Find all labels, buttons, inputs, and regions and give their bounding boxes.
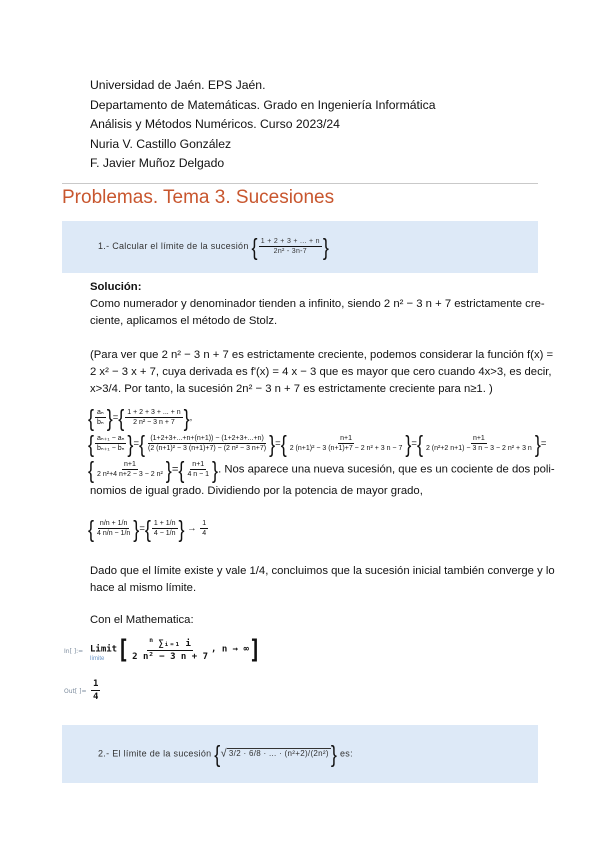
problem-1-label: 1.- Calcular el límite de la sucesión bbox=[98, 240, 249, 251]
eq3-f2-den: 4 n − 1 bbox=[187, 471, 210, 478]
eq3-text: . Nos aparece una nueva sucesión, que es un cociente de dos poli- bbox=[218, 463, 555, 476]
eq1-b: bₙ bbox=[97, 419, 104, 426]
eq3-f1-num: n+1 bbox=[123, 461, 136, 468]
solution-paragraph-5: Con el Mathematica: bbox=[90, 614, 194, 626]
solution-paragraph-2-line-2: 2 x² − 3 x + 7, cuya derivada es f'(x) = 4 x − 3 que es mayor que cero cuando 4x>3, es decir, bbox=[90, 366, 552, 378]
problem-1-statement: 1.- Calcular el límite de la sucesión { $\frac{1 + 2 + 3 + ... + n}{\text{2n² - 3n-7}}$ } bbox=[98, 233, 330, 260]
solution-paragraph-1-line-1: Como numerador y denominador tienden a infinito, siendo 2 n² − 3 n + 7 estrictamente cre- bbox=[90, 298, 545, 310]
mathematica-output-cell bbox=[90, 678, 101, 703]
mathematica-tail: , n → ∞ bbox=[211, 644, 249, 655]
equation-1: { $\frac{\text{aₙ}}{\text{bₙ}}$ }={ $\frac{1 + 2 + 3 + ... + n}{\text{2 n² − 3 n + 7}}$ }, bbox=[88, 404, 193, 431]
eq2-f1-num: (1+2+3+...+n+(n+1)) − (1+2+3+...+n) bbox=[150, 435, 264, 442]
mathematica-limit-keyword: Limit bbox=[90, 644, 118, 655]
eq1-denominator: 2 n² − 3 n + 7 bbox=[133, 419, 175, 426]
problem-2-tail: es: bbox=[339, 748, 353, 759]
eq3-f1-den: 2 n²+4 n+2 − 3 − 2 n² bbox=[97, 471, 163, 478]
sqrt-icon: √ bbox=[220, 747, 227, 760]
header-author-2: F. Javier Muñoz Delgado bbox=[90, 156, 225, 171]
mathematica-in-label: In[ ]:= bbox=[64, 648, 84, 655]
eq2-left-num: aₙ₊₁ − aₙ bbox=[97, 435, 125, 442]
eq2-f3-num: n+1 bbox=[472, 435, 485, 442]
solution-paragraph-1-line-2: ciente, aplicamos el método de Stolz. bbox=[90, 315, 278, 327]
equation-4: { $\frac{n/n + 1/n}{4 n/n - 1/n}$ }={ $\frac{1 + 1/n}{4 - 1/n}$ } → $\frac{1}{4}$ bbox=[88, 515, 207, 542]
equation-2: { $\frac{\text{aₙ₊₁ − aₙ}}{\text{bₙ₊₁ − bₙ}}$ }={ $\frac{(1+2+3+...+n+(n+1)) - (1+2+3+...+n)}{\text{(2 (n+1)² − 3 (n+1)+7) − (2 n² − 3 n+7)}}$ }={ $\frac{n+1}{\text{2 (n+1)² − 3 (n+1)+7 − 2 n² + 3 n − 7}}$ }={ $\frac{n+1}{\text{2 (n²+2 n+1) − 3 n − 3 − 2 n² + 3 n}}$ }= bbox=[88, 430, 547, 457]
eq2-f3-den: 2 (n²+2 n+1) − 3 n − 3 − 2 n² + 3 n bbox=[425, 445, 532, 452]
problem-2-box bbox=[62, 725, 538, 783]
problem-2-label: 2.- El límite de la sucesión bbox=[98, 748, 212, 759]
problem-2-statement: 2.- El límite de la sucesión {√ 3/2 · 6/8 · ... · (n²+2)/(2n²) } es: bbox=[98, 741, 353, 767]
header-divider bbox=[62, 183, 538, 184]
mathematica-input-cell[interactable]: Limit[ $\frac{^n \sum ᵢ_{=1} i}{\text{2 n² − 3 n + 7}}$ , n → ∞] bbox=[90, 633, 261, 665]
problem-1-numerator: 1 + 2 + 3 + ... + n bbox=[260, 238, 320, 245]
problem-1-box bbox=[62, 221, 538, 273]
document-header bbox=[90, 76, 436, 174]
eq4-arrow: → bbox=[187, 523, 197, 535]
eq2-f2-den: 2 (n+1)² − 3 (n+1)+7 − 2 n² + 3 n − 7 bbox=[289, 445, 403, 452]
mathematica-out-num: 1 bbox=[93, 679, 99, 689]
header-department: Departamento de Matemáticas. Grado en Ingeniería Informática bbox=[90, 97, 436, 112]
solution-paragraph-2-line-1: (Para ver que 2 n² − 3 n + 7 es estrictamente creciente, podemos considerar la función f(x) = bbox=[90, 349, 554, 361]
eq1-a: aₙ bbox=[97, 409, 104, 416]
mathematica-sum-upper: n bbox=[149, 637, 153, 644]
problem-2-radicand: 3/2 · 6/8 · ... · (n²+2)/(2n²) bbox=[228, 749, 329, 759]
mathematica-out-label: Out[ ]= bbox=[64, 688, 87, 695]
mathematica-out-den: 4 bbox=[93, 692, 99, 702]
eq4-limit-den: 4 bbox=[202, 530, 207, 537]
header-course: Análisis y Métodos Numéricos. Curso 2023/24 bbox=[90, 117, 340, 132]
page-title: Problemas. Tema 3. Sucesiones bbox=[62, 187, 335, 208]
eq2-left-den: bₙ₊₁ − bₙ bbox=[97, 445, 125, 452]
eq2-f1-den: (2 (n+1)² − 3 (n+1)+7) − (2 n² − 3 n+7) bbox=[148, 445, 267, 452]
eq1-numerator: 1 + 2 + 3 + ... + n bbox=[127, 409, 181, 416]
header-author-1: Nuria V. Castillo González bbox=[90, 136, 232, 151]
eq4-f2-den: 4 − 1/n bbox=[153, 530, 176, 537]
eq4-limit-num: 1 bbox=[202, 520, 207, 527]
mathematica-caption: límite bbox=[90, 656, 105, 662]
solution-paragraph-4-line-2: hace al mismo límite. bbox=[90, 582, 197, 594]
mathematica-sum-body: ∑ᵢ₌₁ i bbox=[158, 639, 191, 649]
eq4-f1-den: 4 n/n − 1/n bbox=[97, 530, 131, 537]
eq2-f2-num: n+1 bbox=[340, 435, 352, 442]
header-university: Universidad de Jaén. EPS Jaén. bbox=[90, 78, 266, 92]
solution-paragraph-2-line-3: x>3/4. Por tanto, la sucesión 2n² − 3 n + 7 es estrictamente creciente para n≥1. ) bbox=[90, 383, 493, 395]
solution-heading: Solución: bbox=[90, 281, 142, 293]
equation-3: { $\frac{n+1}{\text{2 n²+4 n+2 − 3 − 2 n²}}$ }={ $\frac{n+1}{4 n - 1}$ }. Nos aparece una nueva sucesión, que es un cociente de dos poli- bbox=[88, 456, 555, 483]
mathematica-sum bbox=[147, 635, 193, 651]
solution-paragraph-4-line-1: Dado que el límite existe y vale 1/4, concluimos que la sucesión inicial también converge y lo bbox=[90, 565, 555, 577]
eq1-tail: , bbox=[189, 412, 193, 424]
eq3-f2-num: n+1 bbox=[192, 461, 205, 468]
solution-paragraph-3-line-2: nomios de igual grado. Dividiendo por la potencia de mayor grado, bbox=[90, 485, 423, 497]
eq4-f2-num: 1 + 1/n bbox=[153, 520, 176, 527]
eq4-f1-num: n/n + 1/n bbox=[99, 520, 128, 527]
mathematica-denominator: 2 n² − 3 n + 7 bbox=[132, 652, 208, 662]
problem-1-denominator: 2n² - 3n-7 bbox=[273, 248, 307, 255]
